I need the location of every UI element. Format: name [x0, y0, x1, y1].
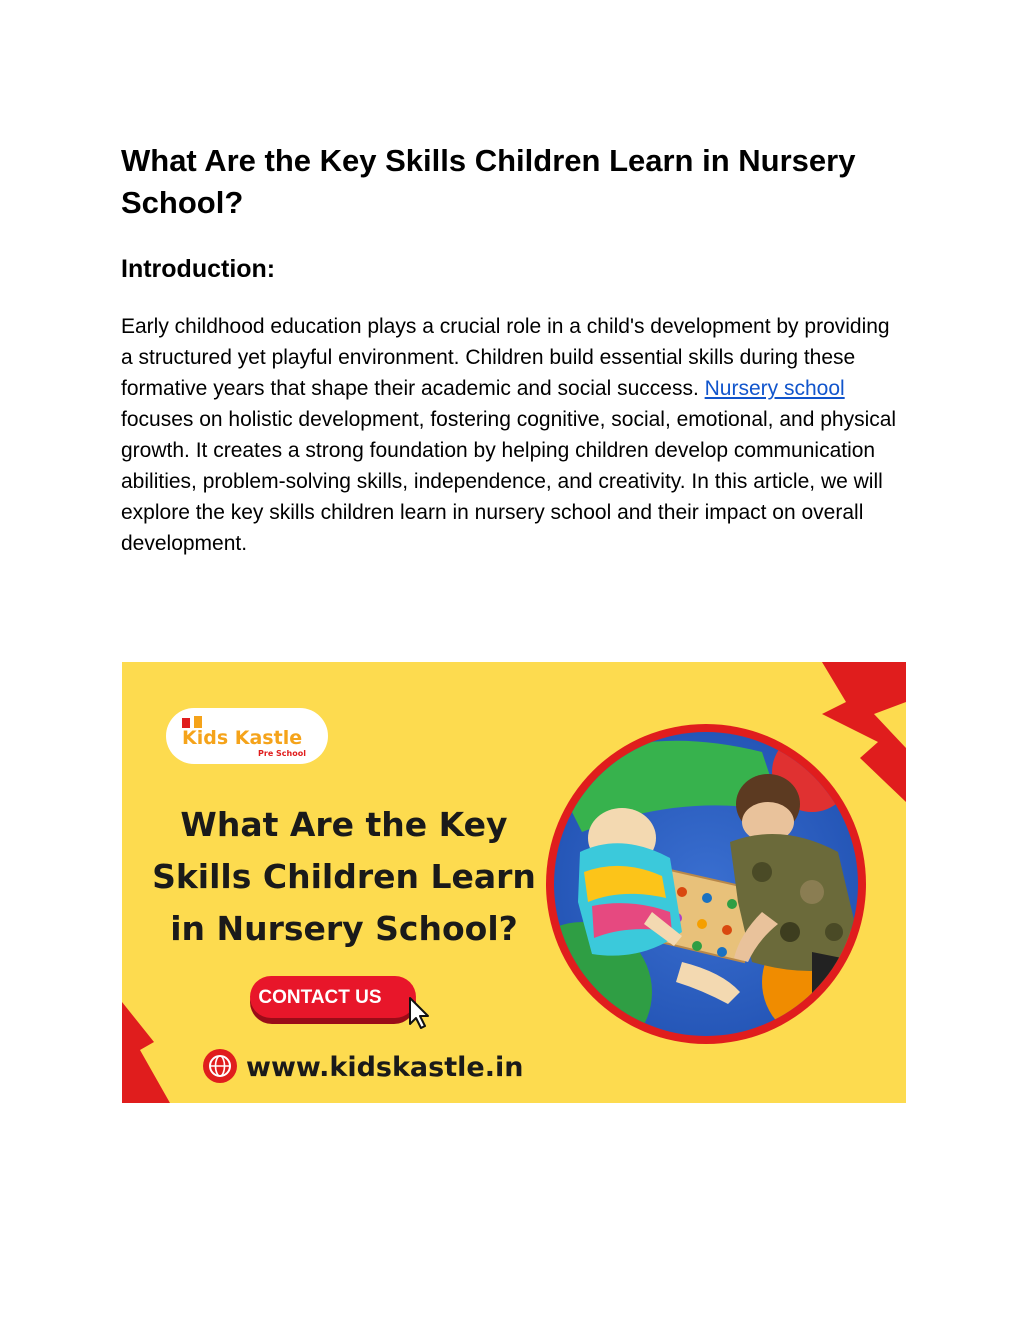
intro-text-part2: focuses on holistic development, fostering cognitive, social, emotional, and physical growth. It creates a strong foundation by helping children develop communication abilities, problem-solving skills, independence, and creativity. In this article, we will explore the key skills children learn in nursery school and their impact on overall development.: [121, 408, 897, 555]
kids-kastle-logo: [166, 708, 328, 764]
introduction-heading: Introduction:: [121, 255, 276, 283]
website-row: [203, 1049, 523, 1083]
intro-paragraph: [121, 311, 901, 559]
logo-wordmark: Kids Kastle: [182, 727, 303, 749]
nursery-school-link[interactable]: Nursery school: [704, 377, 845, 400]
contact-us-label: CONTACT US: [258, 987, 382, 1008]
intro-text-part1: Early childhood education plays a crucial role in a child's development by providing a structured yet playful environment. Children build essential skills during these formative years that shape their academic and social success.: [121, 315, 890, 400]
banner-headline-line1: What Are the Key: [180, 805, 508, 844]
banner-graphic: [122, 662, 906, 1103]
website-url: www.kidskastle.in: [246, 1052, 524, 1083]
contact-us-button: [250, 976, 428, 1028]
article-banner-image: [122, 662, 906, 1103]
logo-subtext: Pre School: [258, 749, 306, 758]
page-title: What Are the Key Skills Children Learn in Nursery School?: [121, 143, 856, 220]
banner-headline-line2: Skills Children Learn: [152, 857, 536, 896]
banner-headline-line3: in Nursery School?: [170, 909, 518, 948]
